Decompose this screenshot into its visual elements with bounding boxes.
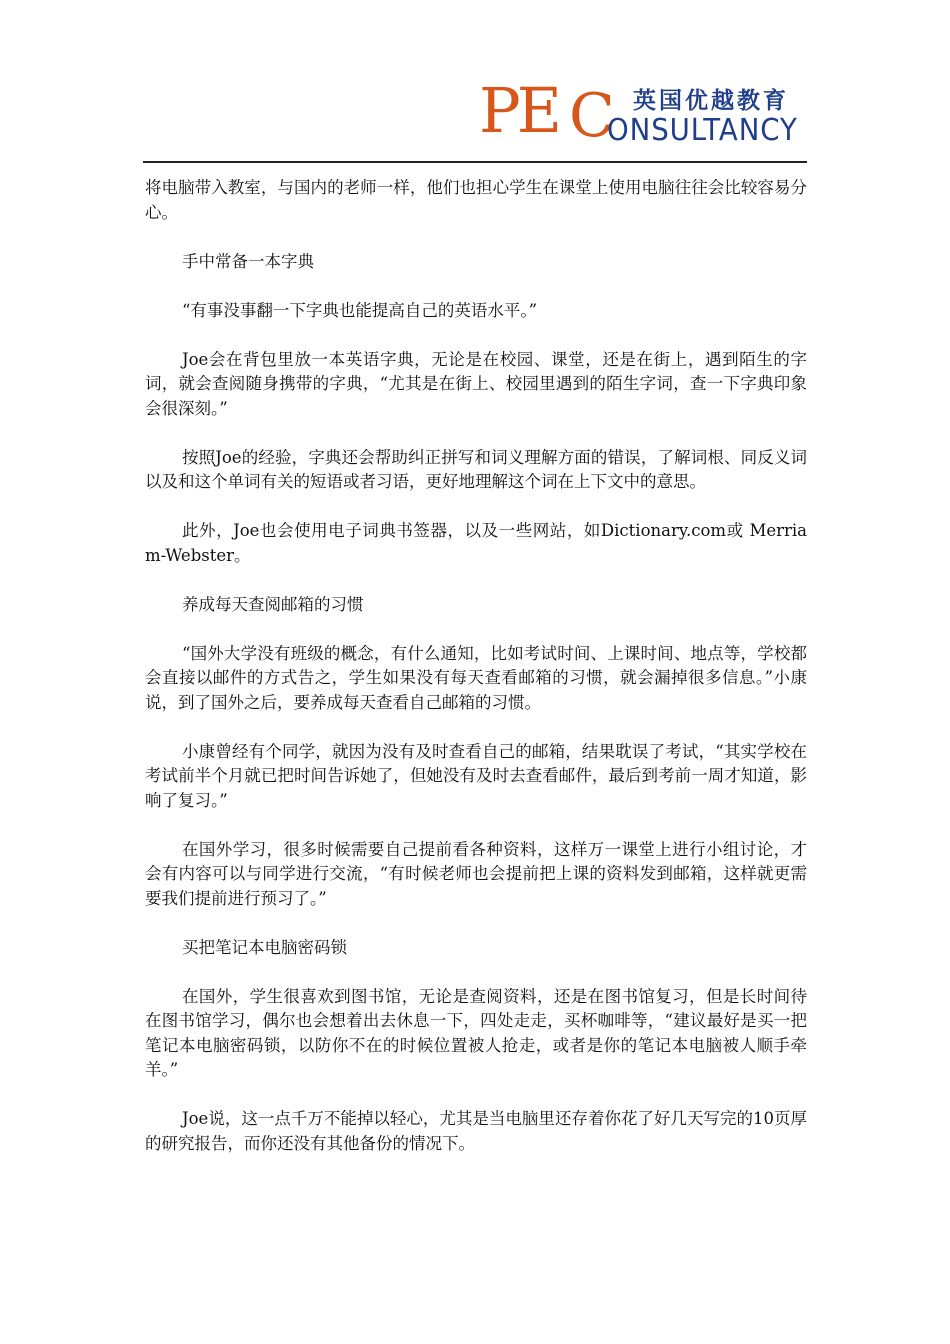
paragraph: Joe说，这一点千万不能掉以轻心，尤其是当电脑里还存着你花了好几天写完的10页厚的研究报告，而你还没有其他备份的情况下。 [145,1109,807,1153]
paragraph: “国外大学没有班级的概念，有什么通知，比如考试时间、上课时间、地点等，学校都会直接以邮件的方式告之，学生如果没有每天查看邮箱的习惯，就会漏掉很多信息。”小康说，到了国外之后，要养成每天查看自己邮箱的习惯。 [145,643,807,712]
logo-chinese-text: 英国优越教育 [633,88,789,114]
paragraph: 按照Joe的经验，字典还会帮助纠正拼写和词义理解方面的错误，了解词根、同反义词以及和这个单词有关的短语或者习语，更好地理解这个词在上下文中的意思。 [145,447,807,491]
document-body [145,176,807,1181]
company-logo [311,74,798,160]
paragraph: 在国外，学生很喜欢到图书馆，无论是查阅资料，还是在图书馆复习，但是长时间待在图书馆学习，偶尔也会想着出去休息一下，四处走走，买杯咖啡等，“建议最好是买一把笔记本电脑密码锁，以防你不在的时候位置被人抢走，或者是你的笔记本电脑被人顺手牵羊。” [145,986,807,1079]
paragraph: Joe会在背包里放一本英语字典，无论是在校园、课堂，还是在街上，遇到陌生的字词，就会查阅随身携带的字典，“尤其是在街上、校园里遇到的陌生字词，查一下字典印象会很深刻。” [145,349,807,418]
logo-consultancy-text: ONSULTANCY [607,113,798,148]
section-heading: 手中常备一本字典 [182,251,314,271]
paragraph: “有事没事翻一下字典也能提高自己的英语水平。” [182,300,538,320]
paragraph: 此外，Joe也会使用电子词典书签器，以及一些网站，如Dictionary.com或 Merriam-Webster。 [145,521,807,565]
paragraph: 小康曾经有个同学，就因为没有及时查看自己的邮箱，结果耽误了考试，“其实学校在考试前半个月就已把时间告诉她了，但她没有及时去查看邮件，最后到考前一周才知道，影响了复习。” [145,741,807,810]
header-rule [143,161,807,163]
paragraph: 在国外学习，很多时候需要自己提前看各种资料，这样万一课堂上进行小组讨论，才会有内容可以与同学进行交流，“有时候老师也会提前把上课的资料发到邮箱，这样就更需要我们提前进行预习了。” [145,839,807,908]
logo-c-letter: C [569,81,615,151]
section-heading: 买把笔记本电脑密码锁 [182,937,347,957]
logo-pe-letters: PE [479,74,558,147]
paragraph: 将电脑带入教室，与国内的老师一样，他们也担心学生在课堂上使用电脑往往会比较容易分心。 [145,178,807,222]
page-header [143,72,807,164]
section-heading: 养成每天查阅邮箱的习惯 [182,594,364,614]
